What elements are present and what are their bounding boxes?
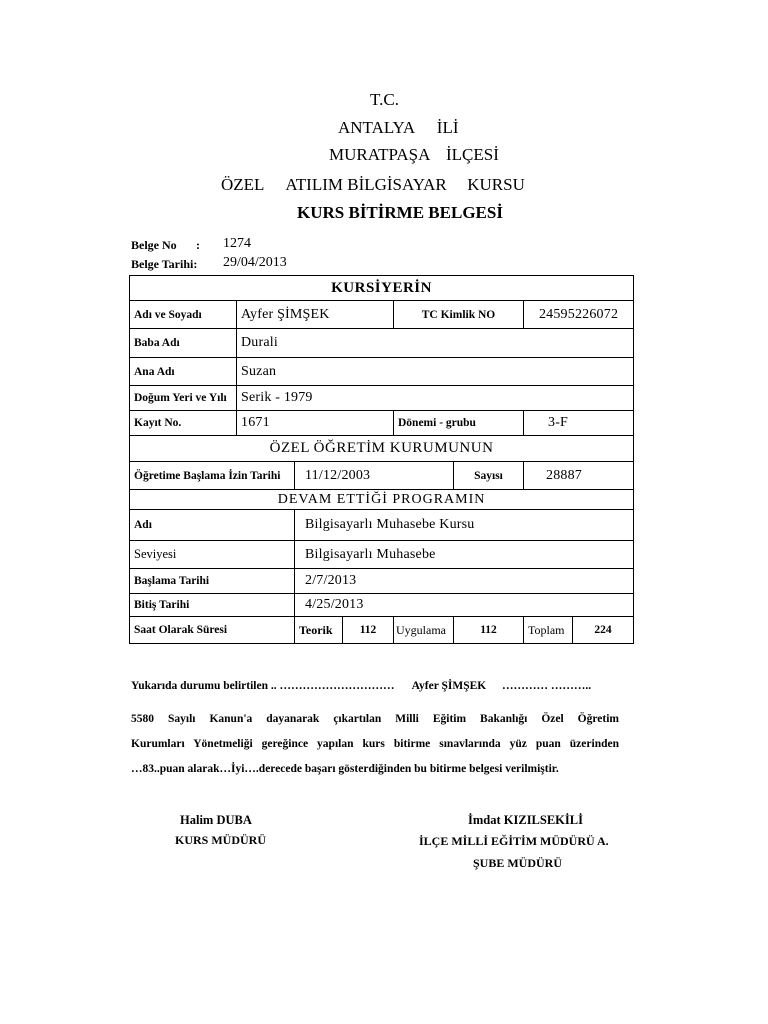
program-section-title: DEVAM ETTİĞİ PROGRAMIN <box>130 490 634 510</box>
document-title: KURS BİTİRME BELGESİ <box>297 203 503 222</box>
district-line <box>329 145 499 165</box>
province-name: ANTALYA <box>338 118 415 137</box>
count-label: Sayısı <box>454 462 524 490</box>
reg-label: Kayıt No. <box>130 411 237 436</box>
belge-tarihi-value: 29/04/2013 <box>223 255 287 270</box>
statement-prefix: Yukarıda durumu belirtilen .. ………………………… <box>131 680 395 692</box>
tc-heading: T.C. <box>370 90 399 109</box>
name-label: Adı ve Soyadı <box>130 301 237 329</box>
belge-no-value: 1274 <box>223 236 251 251</box>
province-suffix: İLİ <box>436 118 459 137</box>
permit-label: Öğretime Başlama İzin Tarihi <box>130 462 295 490</box>
theory-value: 112 <box>343 617 394 644</box>
end-label: Bitiş Tarihi <box>130 594 295 617</box>
start-label: Başlama Tarihi <box>130 569 295 594</box>
school-name: ATILIM BİLGİSAYAR <box>285 175 447 194</box>
statement-suffix: ………… ……….. <box>502 680 592 692</box>
school-suffix: KURSU <box>467 175 525 194</box>
statement-line <box>131 680 591 692</box>
start-value: 2/7/2013 <box>295 569 634 594</box>
practice-label: Uygulama <box>394 617 454 644</box>
registration-row <box>130 411 634 436</box>
institution-section-row <box>130 436 634 462</box>
level-value: Bilgisayarlı Muhasebe <box>295 541 634 569</box>
count-value: 28887 <box>524 462 634 490</box>
right-signatory-name: İmdat KIZILSEKİLİ <box>468 813 583 827</box>
term-value: 3-F <box>524 411 634 436</box>
paragraph-line-2: Kurumları Yönetmeliği gereğince yapılan kurs bitirme sınavlarında yüz puan üzerinden <box>131 738 619 750</box>
right-signatory-title-1: İLÇE MİLLİ EĞİTİM MÜDÜRÜ A. <box>419 834 609 848</box>
trainee-section-row <box>130 276 634 301</box>
paragraph-line-3: …83..puan alarak…İyi….derecede başarı gösterdiğinden bu bitirme belgesi verilmiştir. <box>131 763 559 775</box>
practice-value: 112 <box>454 617 524 644</box>
mother-value: Suzan <box>237 358 634 386</box>
right-signatory-title-2: ŞUBE MÜDÜRÜ <box>473 856 563 870</box>
birth-value: Serik - 1979 <box>237 386 634 411</box>
end-row <box>130 594 634 617</box>
name-row <box>130 301 634 329</box>
school-line <box>221 175 525 195</box>
institution-section-title: ÖZEL ÖĞRETİM KURUMUNUN <box>130 436 634 462</box>
belge-no-label: Belge No <box>131 238 177 252</box>
district-name: MURATPAŞA <box>329 145 430 164</box>
level-row <box>130 541 634 569</box>
program-name-label: Adı <box>130 510 295 541</box>
hours-row <box>130 617 634 644</box>
mother-label: Ana Adı <box>130 358 237 386</box>
school-prefix: ÖZEL <box>221 175 264 194</box>
left-signatory-title: KURS MÜDÜRÜ <box>175 833 266 847</box>
theory-label: Teorik <box>295 617 343 644</box>
end-value: 4/25/2013 <box>295 594 634 617</box>
belge-tarihi-label: Belge Tarihi: <box>131 257 198 271</box>
paragraph-line-1: 5580 Sayılı Kanun'a dayanarak çıkartılan Milli Eğitim Bakanlığı Özel Öğretim <box>131 713 619 725</box>
left-signatory-name: Halim DUBA <box>180 813 252 827</box>
program-section-row <box>130 490 634 510</box>
trainee-section-title: KURSİYERİN <box>130 276 634 301</box>
mother-row <box>130 358 634 386</box>
start-row <box>130 569 634 594</box>
birth-row <box>130 386 634 411</box>
total-label: Toplam <box>524 617 573 644</box>
reg-value: 1671 <box>237 411 394 436</box>
level-label: Seviyesi <box>130 541 295 569</box>
total-value: 224 <box>573 617 634 644</box>
birth-label: Doğum Yeri ve Yılı <box>130 386 237 411</box>
statement-name: Ayfer ŞİMŞEK <box>411 680 487 692</box>
father-value: Durali <box>237 329 634 358</box>
name-value: Ayfer ŞİMŞEK <box>237 301 394 329</box>
hours-label: Saat Olarak Süresi <box>130 617 295 644</box>
term-label: Dönemi - grubu <box>394 411 524 436</box>
tc-value: 24595226072 <box>524 301 634 329</box>
certificate-form-table <box>129 275 634 644</box>
permit-date-value: 11/12/2003 <box>295 462 454 490</box>
district-suffix: İLÇESİ <box>445 145 499 164</box>
tc-label: TC Kimlik NO <box>394 301 524 329</box>
permit-row <box>130 462 634 490</box>
father-label: Baba Adı <box>130 329 237 358</box>
belge-no-colon: : <box>196 238 200 252</box>
father-row <box>130 329 634 358</box>
program-name-row <box>130 510 634 541</box>
program-name-value: Bilgisayarlı Muhasebe Kursu <box>295 510 634 541</box>
province-line <box>338 118 459 138</box>
